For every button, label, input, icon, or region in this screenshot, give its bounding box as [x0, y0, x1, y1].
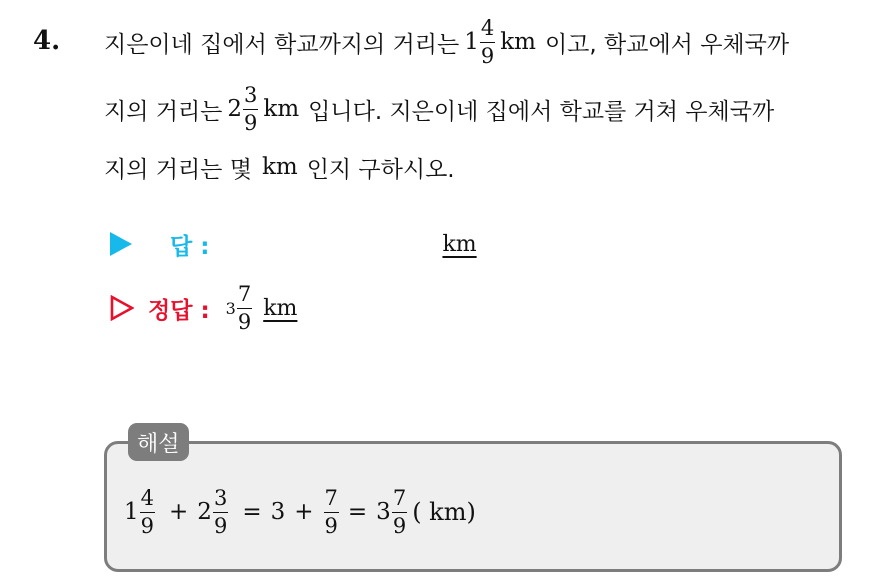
fraction-denominator: 9 [244, 110, 258, 135]
explanation-equation [124, 480, 476, 544]
fraction-numerator: 3 [213, 488, 228, 513]
answer-row [110, 224, 477, 264]
explanation-title: 해설 [128, 423, 189, 461]
fraction [140, 485, 155, 538]
fraction-numerator: 4 [480, 18, 495, 43]
fraction-denominator: 9 [324, 513, 338, 538]
fraction [392, 485, 407, 538]
unit-km: km [263, 96, 300, 122]
question-line-2 [104, 82, 774, 136]
correct-answer-value [225, 281, 253, 334]
plus-sign: + [169, 499, 189, 525]
unit-km-parenthesized: ( km) [412, 498, 476, 526]
fraction [480, 15, 495, 68]
question-text: 이고, 학교에서 우체국까 [544, 31, 790, 58]
unit-km: km [500, 29, 536, 55]
whole-number: 3 [270, 499, 286, 525]
question-text: 지의 거리는 몇 [104, 156, 252, 183]
play-filled-icon [110, 232, 132, 256]
mixed-fraction [197, 485, 228, 538]
question-text: 지의 거리는 [104, 98, 223, 125]
fraction-denominator: 9 [140, 513, 155, 538]
correct-answer-row [110, 281, 298, 334]
fraction-denominator: 9 [480, 43, 495, 68]
mixed-fraction [464, 15, 495, 68]
fraction [213, 485, 228, 538]
mixed-fraction [227, 82, 258, 135]
correct-answer-label: 정답 : [148, 297, 210, 324]
fraction-whole: 3 [225, 298, 236, 318]
mixed-fraction [124, 485, 155, 538]
fraction-denominator: 9 [392, 513, 407, 538]
question-line-3 [104, 140, 455, 194]
question-text: 지은이네 집에서 학교까지의 거리는 [104, 31, 460, 58]
answer-unit: km [442, 231, 477, 257]
fraction-whole: 1 [124, 499, 139, 525]
fraction-numerator: 4 [140, 488, 155, 513]
fraction-whole: 1 [464, 29, 479, 55]
correct-answer-unit: km [263, 295, 298, 321]
mixed-fraction [376, 485, 407, 538]
fraction-whole: 3 [376, 499, 391, 525]
fraction-whole: 2 [227, 96, 243, 122]
fraction-denominator: 9 [213, 513, 228, 538]
plus-sign: + [294, 499, 314, 525]
fraction [243, 82, 258, 135]
play-outline-icon [110, 295, 134, 321]
fraction-numerator: 7 [324, 488, 339, 513]
question-text: 인지 구하시오. [306, 156, 455, 183]
equals-sign: = [242, 499, 262, 525]
fraction-numerator: 7 [237, 284, 252, 309]
unit-km: km [261, 154, 298, 180]
fraction-numerator: 3 [243, 85, 258, 110]
question-number: 4. [33, 26, 61, 56]
question-line-1 [104, 15, 789, 69]
fraction-whole: 2 [197, 499, 212, 525]
answer-label: 답 : [170, 233, 210, 260]
fraction [237, 281, 252, 334]
equals-sign: = [347, 499, 368, 525]
question-text: 입니다. 지은이네 집에서 학교를 거쳐 우체국까 [308, 98, 775, 125]
fraction [324, 485, 339, 538]
fraction-numerator: 7 [392, 488, 407, 513]
fraction-denominator: 9 [237, 309, 252, 334]
